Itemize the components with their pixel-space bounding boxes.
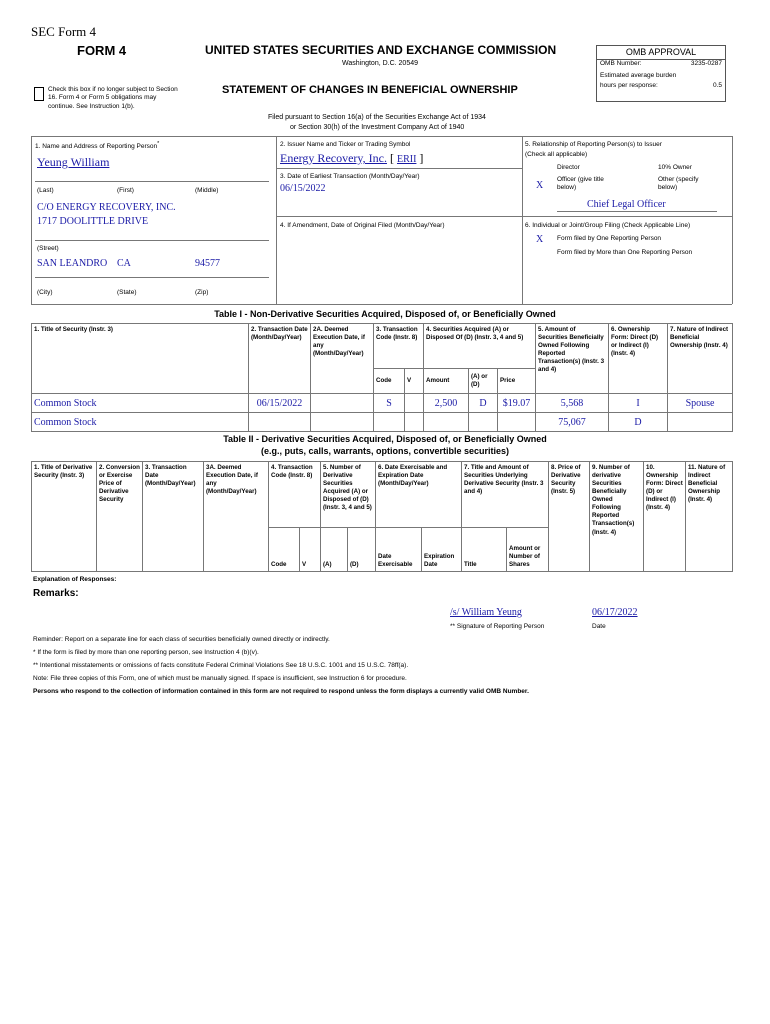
t2-header-underlying: 7. Title and Amount of Securities Underlying Derivative Security (Instr. 3 and 4) xyxy=(462,462,549,528)
omb-hours-row xyxy=(597,82,725,90)
transaction-date xyxy=(249,413,311,432)
t1-header-date: 2. Transaction Date (Month/Day/Year) xyxy=(249,324,311,394)
amount xyxy=(424,413,469,432)
section16-checkbox[interactable] xyxy=(34,87,44,101)
box1-label: 1. Name and Address of Reporting Person* xyxy=(35,141,160,151)
t2-header-price: 8. Price of Derivative Security (Instr. 5) xyxy=(549,462,590,572)
table-row xyxy=(32,394,733,413)
one-person-check-mark: X xyxy=(536,234,544,245)
city-underline xyxy=(35,277,269,278)
page-header: SEC Form 4 xyxy=(31,24,97,39)
director-option[interactable]: Director xyxy=(557,164,580,171)
box-top-line xyxy=(31,136,732,137)
t1-sub-price: Price xyxy=(498,369,536,394)
t1-sub-code: Code xyxy=(374,369,405,394)
signature-name[interactable]: /s/ William Yeung xyxy=(450,607,522,618)
signature-label: ** Signature of Reporting Person xyxy=(450,623,545,630)
omb-number-value: 3235-0287 xyxy=(690,60,722,67)
officer-check-mark: X xyxy=(536,180,544,191)
middle-label: (Middle) xyxy=(195,187,219,194)
ticker-close-bracket: ] xyxy=(419,151,424,165)
t1-header-ownership-form: 6. Ownership Form: Direct (D) or Indirect (I) (Instr. 4) xyxy=(609,324,668,394)
statement-title: STATEMENT OF CHANGES IN BENEFICIAL OWNERSHIP xyxy=(222,84,518,96)
footnote-copies: Note: File three copies of this Form, one of which must be manually signed. If space is insufficient, see Instruction 6 for procedure. xyxy=(33,675,407,682)
zip-value: 94577 xyxy=(195,258,220,269)
deemed-date xyxy=(311,413,374,432)
city-label: (City) xyxy=(37,289,53,296)
filed-pursuant-1: Filed pursuant to Section 16(a) of the Securities Exchange Act of 1934 xyxy=(268,114,486,121)
box-divider-1 xyxy=(276,136,277,304)
t2-header-title: 1. Title of Derivative Security (Instr. 3) xyxy=(32,462,97,572)
nature-of-ownership xyxy=(668,413,733,432)
transaction-code xyxy=(374,413,405,432)
address-line-1: C/O ENERGY RECOVERY, INC. xyxy=(37,202,176,213)
more-person-option[interactable]: Form filed by More than One Reporting Person xyxy=(557,249,693,256)
footnote-multiple: * If the form is filed by more than one reporting person, see Instruction 4 (b)(v). xyxy=(33,649,259,656)
ticker-open-bracket: [ xyxy=(389,151,394,165)
table1-title: Table I - Non-Derivative Securities Acquired, Disposed of, or Beneficially Owned xyxy=(214,309,556,319)
table-row xyxy=(32,413,733,432)
t2-header-exercisable: 6. Date Exercisable and Expiration Date (Month/Day/Year) xyxy=(376,462,462,528)
checkbox-text: Check this box if no longer subject to Section 16. Form 4 or Form 5 obligations may continue. See Instruction 1(b). xyxy=(48,86,178,110)
ticker-link[interactable]: ERII xyxy=(396,154,417,165)
transaction-code: S xyxy=(374,394,405,413)
omb-hours-value: 0.5 xyxy=(712,82,722,89)
transaction-v xyxy=(405,413,424,432)
ownership-form: I xyxy=(609,394,668,413)
t1-header-deemed: 2A. Deemed Execution Date, if any (Month/Day/Year) xyxy=(311,324,374,394)
street-underline xyxy=(35,240,269,241)
date-label: Date xyxy=(592,623,606,630)
t2-header-deemed: 3A. Deemed Execution Date, if any (Month/Day/Year) xyxy=(204,462,269,572)
first-label: (First) xyxy=(117,187,134,194)
security-title: Common Stock xyxy=(32,394,249,413)
table1 xyxy=(31,323,733,432)
t2-header-nature: 11. Nature of Indirect Beneficial Ownership (Instr. 4) xyxy=(686,462,733,572)
other-option[interactable]: Other (specify below) xyxy=(658,176,699,192)
t2-header-owned: 9. Number of derivative Securities Beneficially Owned Following Reported Transaction(s) (Instr. 4) xyxy=(590,462,644,572)
t2-header-conversion: 2. Conversion or Exercise Price of Derivative Security xyxy=(97,462,143,572)
t1-header-amount-owned: 5. Amount of Securities Beneficially Owned Following Reported Transaction(s) (Instr. 3 and 4) xyxy=(536,324,609,394)
omb-number-row xyxy=(597,60,725,72)
city-value: SAN LEANDRO xyxy=(37,258,108,269)
name-underline xyxy=(35,181,269,182)
t2-header-form: 10. Ownership Form: Direct (D) or Indirect (I) (Instr. 4) xyxy=(644,462,686,572)
t2-sub-v: V xyxy=(300,528,321,572)
security-title: Common Stock xyxy=(32,413,249,432)
explanation-label: Explanation of Responses: xyxy=(33,576,117,583)
t2-sub-a: (A) xyxy=(321,528,348,572)
t1-header-code: 3. Transaction Code (Instr. 8) xyxy=(374,324,424,369)
acquired-disposed xyxy=(469,413,498,432)
remarks-label: Remarks: xyxy=(33,588,79,599)
box2-bottom xyxy=(276,168,522,169)
signature-date[interactable]: 06/17/2022 xyxy=(592,607,638,618)
last-label: (Last) xyxy=(37,187,54,194)
omb-number-label: OMB Number: xyxy=(600,60,642,67)
table2-subtitle: (e.g., puts, calls, warrants, options, convertible securities) xyxy=(260,446,510,456)
omb-hours-label: hours per response: xyxy=(600,82,658,89)
acquired-disposed: D xyxy=(469,394,498,413)
box2-label: 2. Issuer Name and Ticker or Trading Symbol xyxy=(280,141,411,148)
t1-sub-v: V xyxy=(405,369,424,394)
omb-notice: Persons who respond to the collection of information contained in this form are not required to respond unless the form displays a currently valid OMB Number. xyxy=(33,688,529,695)
amount: 2,500 xyxy=(424,394,469,413)
t1-sub-aord: (A) or (D) xyxy=(469,369,498,394)
t2-sub-expiration: Expiration Date xyxy=(422,528,462,572)
one-person-option[interactable]: Form filed by One Reporting Person xyxy=(557,235,662,242)
t2-sub-amount: Amount or Number of Shares xyxy=(507,528,549,572)
t2-sub-code: Code xyxy=(269,528,300,572)
t2-header-date: 3. Transaction Date (Month/Day/Year) xyxy=(143,462,204,572)
omb-burden-label: Estimated average burden xyxy=(600,72,677,79)
address-line-2: 1717 DOOLITTLE DRIVE xyxy=(37,216,149,227)
price xyxy=(498,413,536,432)
box-left-line xyxy=(31,136,32,304)
officer-option[interactable]: Officer (give title below) xyxy=(557,176,604,192)
issuer-name-link[interactable]: Energy Recovery, Inc. xyxy=(280,151,387,165)
amount-owned: 75,067 xyxy=(536,413,609,432)
earliest-transaction-date: 06/15/2022 xyxy=(280,183,326,194)
t2-sub-date-exercisable: Date Exercisable xyxy=(376,528,422,572)
footnote-reminder: Reminder: Report on a separate line for each class of securities beneficially owned directly or indirectly. xyxy=(33,636,330,643)
box5-label-2: (Check all applicable) xyxy=(525,151,588,158)
box3-bottom xyxy=(276,216,732,217)
box4-label: 4. If Amendment, Date of Original Filed (Month/Day/Year) xyxy=(280,222,445,229)
form-title: FORM 4 xyxy=(77,43,127,58)
table2 xyxy=(31,461,733,572)
t1-sub-amount: Amount xyxy=(424,369,469,394)
officer-title-underline xyxy=(557,211,717,212)
table2-title: Table II - Derivative Securities Acquired, Disposed of, or Beneficially Owned xyxy=(223,434,547,444)
t1-header-nature: 7. Nature of Indirect Beneficial Ownership (Instr. 4) xyxy=(668,324,733,394)
ten-percent-owner-option[interactable]: 10% Owner xyxy=(658,164,692,171)
deemed-date xyxy=(311,394,374,413)
box-bottom-line xyxy=(31,304,732,305)
t1-header-acquired: 4. Securities Acquired (A) or Disposed Of (D) (Instr. 3, 4 and 5) xyxy=(424,324,536,369)
t2-header-number: 5. Number of Derivative Securities Acquired (A) or Disposed of (D) (Instr. 3, 4 and 5) xyxy=(321,462,376,528)
t2-sub-title: Title xyxy=(462,528,507,572)
filed-pursuant-2: or Section 30(h) of the Investment Company Act of 1940 xyxy=(290,124,465,131)
officer-title: Chief Legal Officer xyxy=(587,199,666,210)
box6-label: 6. Individual or Joint/Group Filing (Check Applicable Line) xyxy=(525,222,691,229)
transaction-date: 06/15/2022 xyxy=(249,394,311,413)
t2-header-code: 4. Transaction Code (Instr. 8) xyxy=(269,462,321,528)
state-value: CA xyxy=(117,258,131,269)
agency-title: UNITED STATES SECURITIES AND EXCHANGE COMMISSION xyxy=(205,43,557,57)
transaction-v xyxy=(405,394,424,413)
omb-title: OMB APPROVAL xyxy=(597,46,725,60)
t1-header-title: 1. Title of Security (Instr. 3) xyxy=(32,324,249,394)
omb-box xyxy=(596,45,726,102)
box-right-line xyxy=(732,136,733,304)
street-label: (Street) xyxy=(37,245,59,252)
t2-sub-d: (D) xyxy=(348,528,376,572)
amount-owned: 5,568 xyxy=(536,394,609,413)
price: $19.07 xyxy=(498,394,536,413)
nature-of-ownership: Spouse xyxy=(668,394,733,413)
issuer-line xyxy=(280,151,423,166)
location: Washington, D.C. 20549 xyxy=(342,60,419,67)
zip-label: (Zip) xyxy=(195,289,209,296)
state-label: (State) xyxy=(117,289,137,296)
box-divider-2 xyxy=(522,136,523,304)
box3-label: 3. Date of Earliest Transaction (Month/Day/Year) xyxy=(280,173,420,180)
box5-label-1: 5. Relationship of Reporting Person(s) to Issuer xyxy=(525,141,662,148)
reporting-person-name[interactable]: Yeung William xyxy=(37,155,110,169)
ownership-form: D xyxy=(609,413,668,432)
footnote-misstatements: ** Intentional misstatements or omissions of facts constitute Federal Criminal Violations See 18 U.S.C. 1001 and 15 U.S.C. 78ff(a). xyxy=(33,662,409,669)
